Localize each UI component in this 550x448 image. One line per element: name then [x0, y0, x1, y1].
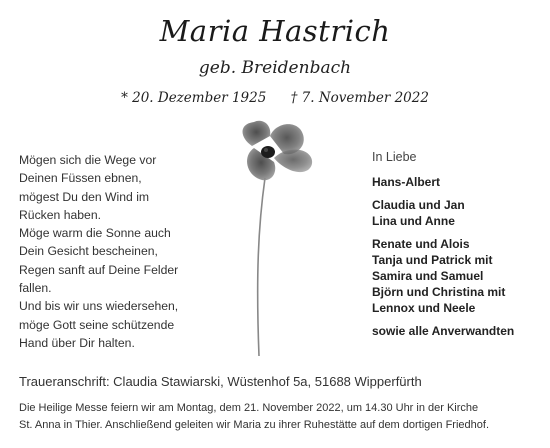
mourner-name: Tanja und Patrick mit: [372, 253, 493, 267]
death-date: † 7. November 2022: [290, 90, 429, 106]
mourning-address: Traueranschrift: Claudia Stawiarski, Wüstenhof 5a, 51688 Wipperfürth: [19, 374, 422, 389]
poem-line: fallen.: [19, 281, 52, 296]
poem-line: Deinen Füssen ebnen,: [19, 171, 142, 186]
birth-date: * 20. Dezember 1925: [121, 90, 267, 106]
mourner-name: Lina und Anne: [372, 214, 455, 228]
mourner-name: Samira und Samuel: [372, 269, 484, 283]
mourner-name: Björn und Christina mit: [372, 285, 506, 299]
mourner-name: Claudia und Jan: [372, 198, 465, 212]
poem-line: Hand über Dir halten.: [19, 335, 135, 350]
mourners-intro: In Liebe: [372, 150, 417, 164]
mourner-name: sowie alle Anverwandten: [372, 324, 515, 338]
mourner-name: Renate und Alois: [372, 237, 470, 251]
poppy-flower-icon: [232, 118, 322, 358]
poem-line: Möge warm die Sonne auch: [19, 226, 171, 241]
mass-line: St. Anna in Thier. Anschließend geleiten wir Maria zu ihrer Ruhestätte auf dem dortigen Friedhof.: [19, 419, 489, 431]
poem-line: Regen sanft auf Deine Felder: [19, 262, 179, 277]
poem-line: Mögen sich die Wege vor: [19, 153, 157, 167]
poem-line: Und bis wir uns wiedersehen,: [19, 299, 179, 314]
mourner-name: Hans-Albert: [372, 175, 441, 189]
mourners-group: [372, 236, 547, 316]
poem-line: Rücken haben.: [19, 207, 101, 222]
deceased-name: Maria Hastrich: [159, 14, 391, 48]
mass-announcement: [19, 400, 539, 434]
birth-name: geb. Breidenbach: [198, 58, 352, 78]
life-dates: [0, 90, 550, 106]
mourners-group: [372, 197, 547, 229]
poem-line: Dein Gesicht bescheinen,: [19, 244, 158, 259]
mourners-group: [372, 174, 547, 190]
mourners-list: [372, 150, 547, 346]
poem: [19, 151, 194, 352]
mourner-name: Lennox und Neele: [372, 301, 476, 315]
poem-line: mögest Du den Wind im: [19, 189, 150, 204]
mass-line: Die Heilige Messe feiern wir am Montag, dem 21. November 2022, um 14.30 Uhr in der Kirche: [19, 402, 479, 414]
mourners-group: [372, 323, 547, 339]
poem-line: möge Gott seine schützende: [19, 317, 175, 332]
